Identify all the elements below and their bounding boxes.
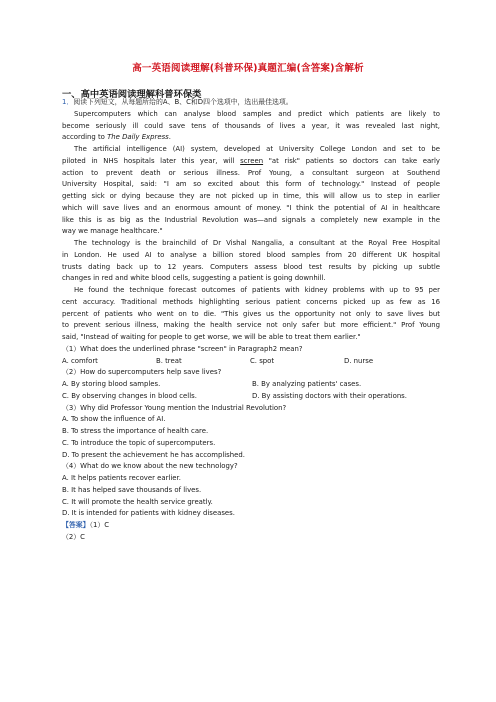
passage-line: way we manage healthcare." <box>62 227 163 236</box>
passage-line: become seriously ill could save tens of thousands of lives a year, it was revealed last night, <box>62 121 440 130</box>
option-d: D. By assisting doctors with their operations. <box>252 391 407 400</box>
passage-line: to prevent serious illness, making the health service not only safer but more efficient." Prof Young <box>62 321 440 330</box>
option-a: A. It helps patients recover earlier. <box>62 474 181 482</box>
passage-line: said, "Instead of waiting for people to get worse, we will be able to treat them earlier." <box>62 333 361 341</box>
options-row <box>62 391 440 403</box>
passage-line: Supercomputers which can analyse blood samples and predict which patients are likely to <box>74 109 440 118</box>
instruction-text: 阅读下列短文，从每题所给的A、B、C和D四个选项中，选出最佳选项。 <box>73 98 293 106</box>
passage-line: getting sick or dying because they are not picked up in time, this will allow us to step in earlier <box>62 192 440 200</box>
options-row <box>62 379 440 391</box>
underlined-word: screen <box>240 156 264 165</box>
options-row <box>62 356 440 368</box>
option-b: B. It has helped save thousands of lives. <box>62 485 202 494</box>
option-a: A. By storing blood samples. <box>62 380 161 388</box>
passage-line: action to prevent death or serious illness. Prof Young, a consultant surgeon at Southend <box>62 168 440 177</box>
option-b: B. By analyzing patients' cases. <box>252 380 362 388</box>
passage-line: University Hospital, said: "I am so excited about this form of technology." Instead of people <box>62 180 440 189</box>
answer-value: （1）C <box>89 521 110 529</box>
option-c: C. By observing changes in blood cells. <box>62 391 197 400</box>
document-body <box>62 97 440 544</box>
option-d: D. It is intended for patients with kidney diseases. <box>62 509 235 518</box>
passage-line: changes in red and white blood cells, suggesting a patient is going downhill. <box>62 274 326 283</box>
option-a: A. To show the influence of AI. <box>62 415 166 424</box>
source-name: The Daily Express <box>107 133 169 142</box>
passage-line: The technology is the brainchild of Dr Vishal Nangalia, a consultant at the Royal Free Hospital <box>74 239 440 247</box>
answer-line <box>62 520 440 532</box>
question-stem: （2）How do supercomputers help save lives? <box>62 368 222 377</box>
option-c: C. spot <box>250 356 275 365</box>
option-c: C. To introduce the topic of supercomputers. <box>62 438 216 447</box>
option-b: B. treat <box>156 356 182 365</box>
option-d: D. To present the achievement he has accomplished. <box>62 450 245 459</box>
passage-line: which will save lives and an enormous amount of money. "I think the potential of AI in healthcare <box>62 203 440 212</box>
answer-tag: 【答案】 <box>62 521 90 529</box>
passage-line: The artificial intelligence (AI) system, developed at University College London and set to be <box>74 145 440 153</box>
option-a: A. comfort <box>62 356 98 365</box>
passage-line: percent of patients who went on to die. "This gives us the opportunity not only to save lives but <box>62 309 440 318</box>
option-b: B. To stress the importance of health care. <box>62 427 209 435</box>
question-stem: （4）What do we know about the new technology? <box>62 462 238 471</box>
passage-line: He found the technique forecast outcomes of patients with kidney problems with up to 95 per <box>74 286 440 294</box>
passage-line: trusts dating back up to 12 years. Computers assess blood test results by picking up subtle <box>62 262 440 271</box>
passage-line: in London. He used AI to analyse a billion stored blood samples from 20 different UK hospital <box>62 250 440 259</box>
section-heading: 一、高中英语阅读理解科普环保类 <box>62 89 202 100</box>
option-c: C. It will promote the health service greatly. <box>62 497 213 506</box>
option-d: D. nurse <box>344 356 374 365</box>
passage-line: piloted in NHS hospitals later this year, will screen "at risk" patients so doctors can take early <box>62 156 440 165</box>
instruction-line <box>62 97 440 109</box>
answer-line: （2）C <box>62 532 85 541</box>
passage-line: cent accuracy. Traditional methods highlighting serious patient concerns picked up as few as 16 <box>62 297 440 306</box>
document-title: 高一英语阅读理解(科普环保)真题汇编(含答案)含解析 <box>132 63 364 74</box>
question-stem: （1）What does the underlined phrase "screen" in Paragraph2 mean? <box>62 344 303 353</box>
passage-line: according to The Daily Express. <box>62 133 171 142</box>
question-number: 1． <box>62 98 74 106</box>
question-stem: （3）Why did Professor Young mention the Industrial Revolution? <box>62 403 287 412</box>
passage-line: like this is as big as the Industrial Revolution was—and signals a completely new example in the <box>62 215 440 224</box>
